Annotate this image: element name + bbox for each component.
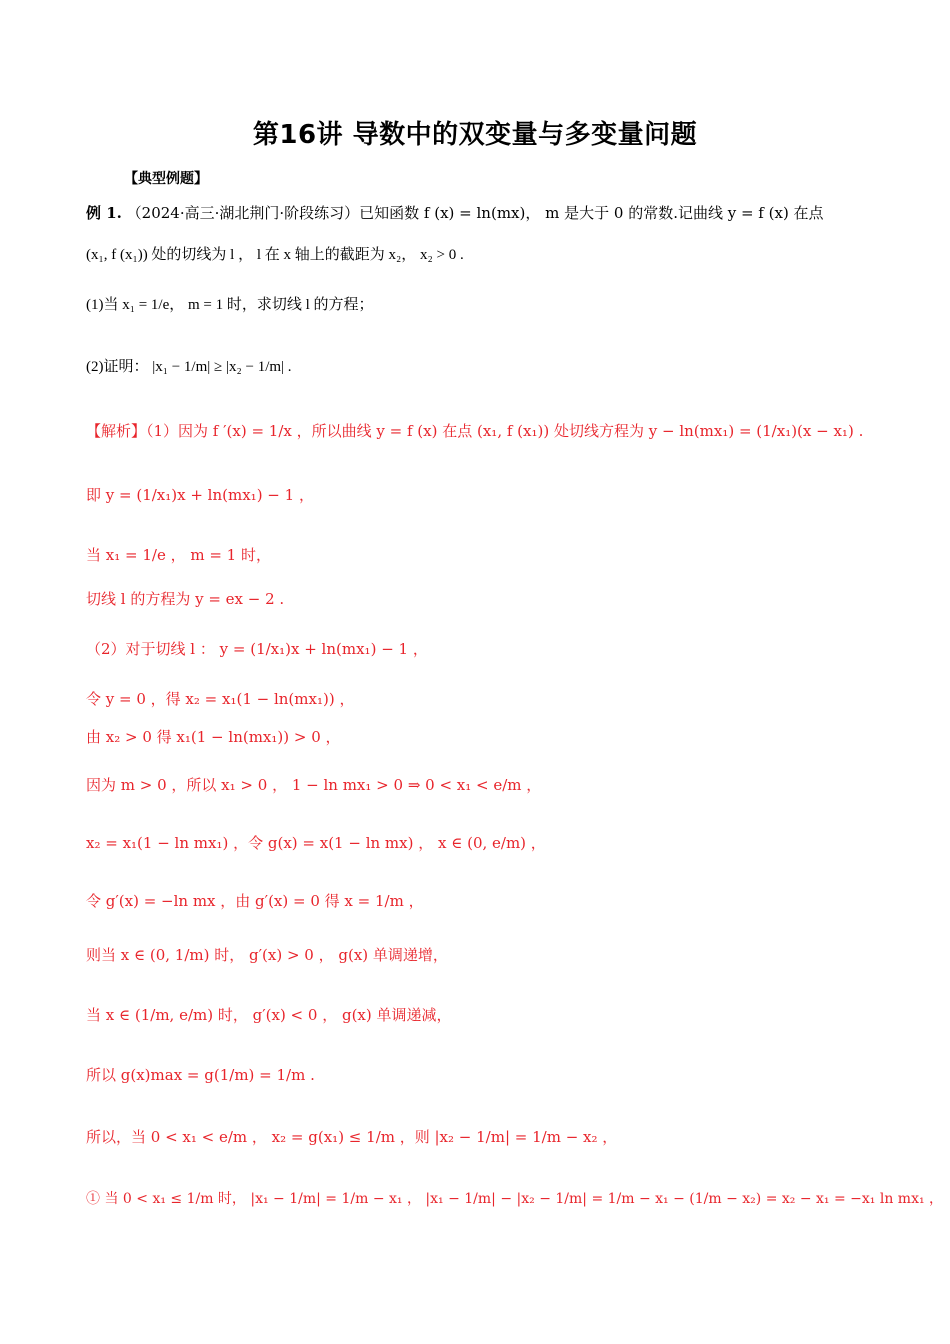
solution-line-6: 令 y = 0 ，得 x₂ = x₁(1 − ln(mx₁)) ， bbox=[86, 690, 355, 708]
solution-line-2: 即 y = (1/x₁)x + ln(mx₁) − 1 ， bbox=[86, 486, 314, 504]
page-title: 第16讲 导数中的双变量与多变量问题 bbox=[252, 120, 698, 150]
solution-line-9: x₂ = x₁(1 − ln mx₁) ，令 g(x) = x(1 − ln mx) ， x ∈ (0, e/m) ， bbox=[86, 834, 546, 852]
solution-line-12: 当 x ∈ (1/m, e/m) 时， g′(x) < 0 ， g(x) 单调递减， bbox=[86, 1006, 452, 1024]
question-2: (2)证明： |x₁ − 1/m| ≥ |x₂ − 1/m| . bbox=[86, 359, 292, 375]
solution-line-13: 所以 g(x)max = g(1/m) = 1/m . bbox=[86, 1066, 315, 1084]
solution-line-3: 当 x₁ = 1/e ， m = 1 时， bbox=[86, 546, 271, 564]
example-label: 例 1. bbox=[86, 204, 122, 222]
question-1: (1)当 x₁ = 1/e， m = 1 时，求切线 l 的方程； bbox=[86, 297, 374, 313]
solution-line-15: ① 当 0 < x₁ ≤ 1/m 时， |x₁ − 1/m| = 1/m − x₁ ， |x₁ − 1/m| − |x₂ − 1/m| = 1/m − x₁ − (1/m − x₂) = x₂ − x₁ = −x₁ ln mx₁ ， bbox=[86, 1191, 944, 1207]
section-heading: 【典型例题】 bbox=[124, 171, 208, 187]
solution-line-7: 由 x₂ > 0 得 x₁(1 − ln(mx₁)) > 0 ， bbox=[86, 728, 341, 746]
solution-line-8: 因为 m > 0 ，所以 x₁ > 0 ， 1 − ln mx₁ > 0 ⇒ 0 < x₁ < e/m ， bbox=[86, 776, 542, 794]
solution-line-1: 【解析】（1）因为 f ′(x) = 1/x ，所以曲线 y = f (x) 在点 (x₁, f (x₁)) 处切线方程为 y − ln(mx₁) = (1/x₁)(x − x₁) . bbox=[86, 422, 864, 440]
example-line-2: (x₁, f (x₁)) 处的切线为 l ， l 在 x 轴上的截距为 x₂， x₂ > 0 . bbox=[86, 247, 464, 263]
solution-line-11: 则当 x ∈ (0, 1/m) 时， g′(x) > 0 ， g(x) 单调递增， bbox=[86, 946, 448, 964]
solution-line-5: （2）对于切线 l ： y = (1/x₁)x + ln(mx₁) − 1 ， bbox=[86, 640, 428, 658]
solution-line-10: 令 g′(x) = −ln mx ，由 g′(x) = 0 得 x = 1/m ， bbox=[86, 892, 424, 910]
solution-line-4: 切线 l 的方程为 y = ex − 2 . bbox=[86, 590, 285, 608]
example-line-1 bbox=[86, 202, 876, 224]
solution-line-14: 所以，当 0 < x₁ < e/m ， x₂ = g(x₁) ≤ 1/m ，则 |x₂ − 1/m| = 1/m − x₂ ， bbox=[86, 1128, 618, 1146]
example-text-1: （2024·高三·湖北荆门·阶段练习）已知函数 f (x) = ln(mx)， m 是大于 0 的常数.记曲线 y = f (x) 在点 bbox=[126, 204, 824, 222]
